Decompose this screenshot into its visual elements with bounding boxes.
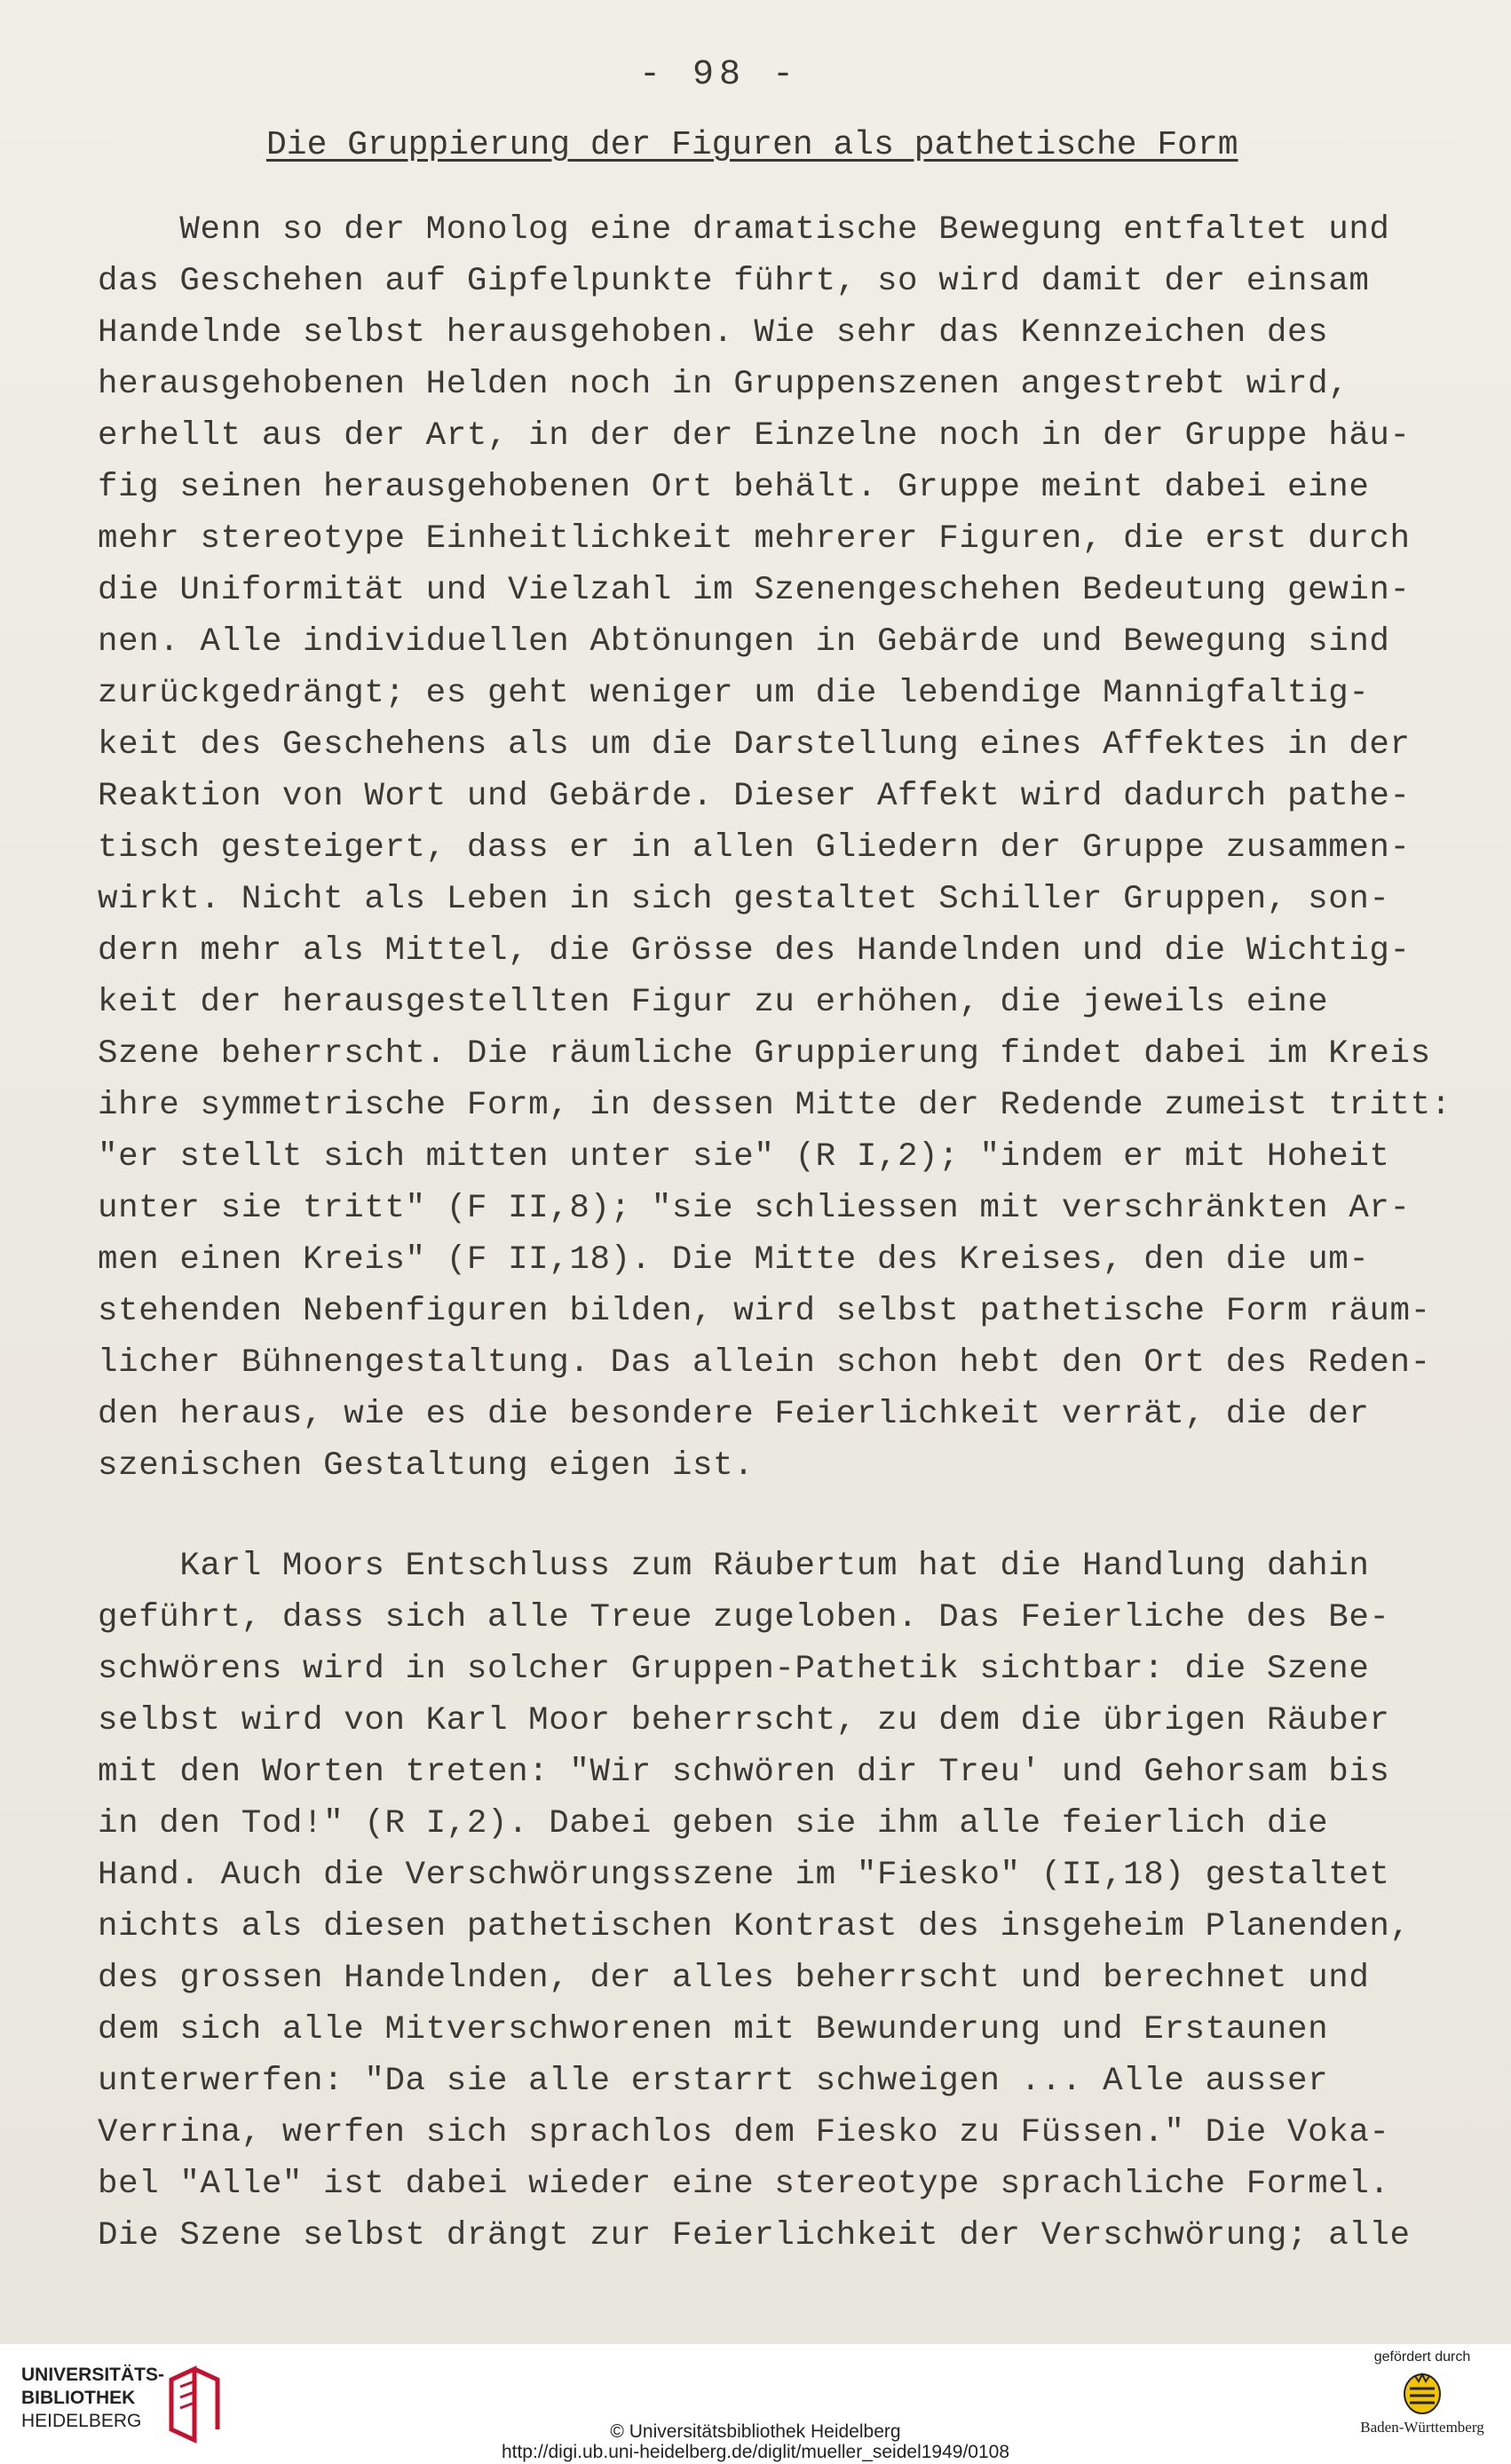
- text-line: dem sich alle Mitverschworenen mit Bewunderung und Erstaunen: [98, 2011, 1329, 2048]
- footer: [0, 2344, 1511, 2464]
- sponsor-label: gefördert durch: [1373, 2349, 1471, 2365]
- text-line: Handelnde selbst herausgehoben. Wie sehr das Kennzeichen des: [98, 314, 1329, 352]
- copyright-notice: © Universitätsbibliothek Heidelberg: [610, 2421, 901, 2442]
- text-line: men einen Kreis" (F II,18). Die Mitte des Kreises, den die um-: [98, 1241, 1370, 1279]
- text-line: des grossen Handelnden, der alles beherrscht und berechnet und: [98, 1960, 1370, 1997]
- text-line: Hand. Auch die Verschwörungsszene im "Fiesko" (II,18) gestaltet: [98, 1857, 1390, 1894]
- coat-of-arms-icon: [1403, 2371, 1442, 2415]
- paragraph-2: [98, 1541, 1483, 2262]
- text-line: in den Tod!" (R I,2). Dabei geben sie ihm alle feierlich die: [98, 1805, 1329, 1842]
- text-line: mit den Worten treten: "Wir schwören dir Treu' und Gehorsam bis: [98, 1754, 1390, 1791]
- text-line: ihre symmetrische Form, in dessen Mitte der Redende zumeist tritt:: [98, 1087, 1452, 1124]
- sponsor-name: Baden-Württemberg: [1360, 2419, 1484, 2436]
- text-line: selbst wird von Karl Moor beherrscht, zu dem die übrigen Räuber: [98, 1702, 1390, 1739]
- text-line: licher Bühnengestaltung. Das allein schon hebt den Ort des Reden-: [98, 1344, 1431, 1382]
- page-number: - 98 -: [638, 55, 800, 95]
- sponsor-block: [1351, 2349, 1493, 2436]
- text-line: mehr stereotype Einheitlichkeit mehrerer Figuren, die erst durch: [98, 520, 1411, 558]
- library-line-3: HEIDELBERG: [21, 2411, 142, 2431]
- text-line: Wenn so der Monolog eine dramatische Bewegung entfaltet und: [98, 211, 1390, 249]
- text-line: Reaktion von Wort und Gebärde. Dieser Affekt wird dadurch pathe-: [98, 778, 1411, 815]
- text-line: keit des Geschehens als um die Darstellung eines Affektes in der: [98, 726, 1411, 764]
- text-line: nichts als diesen pathetischen Kontrast des insgeheim Planenden,: [98, 1908, 1411, 1945]
- text-line: Szene beherrscht. Die räumliche Gruppierung findet dabei im Kreis: [98, 1035, 1431, 1073]
- text-line: Die Szene selbst drängt zur Feierlichkeit der Verschwörung; alle: [98, 2217, 1411, 2254]
- text-line: den heraus, wie es die besondere Feierlichkeit verrät, die der: [98, 1396, 1370, 1433]
- text-line: fig seinen herausgehobenen Ort behält. Gruppe meint dabei eine: [98, 469, 1370, 506]
- text-line: dern mehr als Mittel, die Grösse des Handelnden und die Wichtig-: [98, 932, 1411, 970]
- text-line: geführt, dass sich alle Treue zugeloben. Das Feierliche des Be-: [98, 1599, 1390, 1636]
- text-line: unter sie tritt" (F II,8); "sie schliessen mit verschränkten Ar-: [98, 1190, 1411, 1227]
- text-line: tisch gesteigert, dass er in allen Gliedern der Gruppe zusammen-: [98, 829, 1411, 867]
- chapter-title: Die Gruppierung der Figuren als pathetische Form: [266, 126, 1238, 164]
- text-line: wirkt. Nicht als Leben in sich gestaltet Schiller Gruppen, son-: [98, 881, 1390, 918]
- text-line: erhellt aus der Art, in der der Einzelne noch in der Gruppe häu-: [98, 417, 1411, 455]
- text-line: stehenden Nebenfiguren bilden, wird selbst pathetische Form räum-: [98, 1293, 1431, 1330]
- text-line: Verrina, werfen sich sprachlos dem Fiesko zu Füssen." Die Voka-: [98, 2114, 1390, 2151]
- text-line: Karl Moors Entschluss zum Räubertum hat die Handlung dahin: [98, 1548, 1370, 1585]
- text-line: bel "Alle" ist dabei wieder eine stereotype sprachliche Formel.: [98, 2166, 1390, 2203]
- text-line: unterwerfen: "Da sie alle erstarrt schweigen ... Alle ausser: [98, 2063, 1329, 2100]
- library-line-2: BIBLIOTHEK: [21, 2388, 136, 2408]
- text-line: nen. Alle individuellen Abtönungen in Gebärde und Bewegung sind: [98, 623, 1390, 661]
- paragraph-1: [98, 204, 1483, 1492]
- text-line: szenischen Gestaltung eigen ist.: [98, 1447, 755, 1485]
- text-line: das Geschehen auf Gipfelpunkte führt, so wird damit der einsam: [98, 263, 1370, 300]
- text-line: keit der herausgestellten Figur zu erhöhen, die jeweils eine: [98, 984, 1329, 1021]
- text-line: "er stellt sich mitten unter sie" (R I,2); "indem er mit Hoheit: [98, 1138, 1390, 1176]
- permalink[interactable]: http://digi.ub.uni-heidelberg.de/diglit/mueller_seidel1949/0108: [501, 2442, 1010, 2462]
- text-line: zurückgedrängt; es geht weniger um die lebendige Mannigfaltig-: [98, 675, 1370, 712]
- text-line: schwörens wird in solcher Gruppen-Pathetik sichtbar: die Szene: [98, 1651, 1370, 1688]
- library-line-1: UNIVERSITÄTS-: [21, 2365, 165, 2385]
- text-line: herausgehobenen Helden noch in Gruppenszenen angestrebt wird,: [98, 366, 1349, 403]
- text-line: die Uniformität und Vielzahl im Szenengeschehen Bedeutung gewin-: [98, 572, 1411, 609]
